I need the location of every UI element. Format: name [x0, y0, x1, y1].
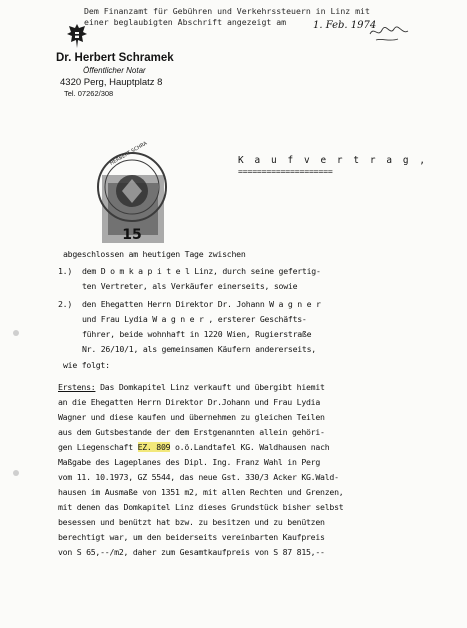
finanzamt-stamp-line1: Dem Finanzamt für Gebühren und Verkehrssteuern in Linz mit — [84, 6, 370, 16]
erstens-line: Maßgabe des Lageplanes des Dipl. Ing. Franz Wahl in Perg — [58, 457, 321, 467]
erstens-line: vom 11. 10.1973, GZ 5544, das neue Gst. 330/3 Acker KG.Wald- — [58, 472, 339, 482]
finanzamt-stamp-line2: einer beglaubigten Abschrift angezeigt am — [84, 17, 287, 27]
handwritten-signature-icon — [368, 20, 416, 44]
party1-line: dem D o m k a p i t e l Linz, durch seine gefertig- — [82, 266, 321, 276]
contract-title: K a u f v e r t r a g , — [238, 155, 428, 166]
erstens-line: berechtigt war, um den beiderseits vereinbarten Kaufpreis — [58, 532, 325, 542]
party2-line: den Ehegatten Herrn Direktor Dr. Johann W a g n e r — [82, 299, 321, 309]
ez-line-post: o.ö.Landtafel KG. Waldhausen nach — [170, 442, 330, 452]
party2-line: Nr. 26/10/1, als gemeinsamen Käufern andererseits, — [82, 344, 316, 354]
stamp-date: 1. Feb. 1974 — [313, 20, 377, 31]
title-underline-rule: ==================== — [238, 166, 333, 176]
party1-line: ten Vertreter, als Verkäufer einerseits, sowie — [82, 281, 298, 291]
party2-line: und Frau Lydia W a g n e r , ersterer Geschäfts- — [82, 314, 307, 324]
erstens-first-line — [58, 382, 325, 392]
erstens-line: besessen und benützt hat bzw. zu besitzen und zu benützen — [58, 517, 325, 527]
notary-address: 4320 Perg, Hauptplatz 8 — [60, 77, 163, 88]
erstens-line: aus dem Gutsbestande der dem Erstgenannten allein gehöri- — [58, 427, 325, 437]
ez-line-pre: gen Liegenschaft — [58, 442, 138, 452]
punch-hole — [13, 470, 19, 476]
erstens-line: von S 65,--/m2, daher zum Gesamtkaufpreis von S 87 815,-- — [58, 547, 325, 557]
intro-text: abgeschlossen am heutigen Tage zwischen — [63, 249, 246, 259]
erstens-ez-line — [58, 442, 329, 452]
erstens-line: Wagner und diese kaufen und übernehmen zu gleichen Teilen — [58, 412, 325, 422]
party2-line: führer, beide wohnhaft in 1220 Wien, Rugierstraße — [82, 329, 312, 339]
notary-phone: Tel. 07262/308 — [64, 89, 114, 98]
notary-title: Öffentlicher Notar — [83, 66, 146, 75]
erstens-line: an die Ehegatten Herrn Direktor Dr.Johann und Frau Lydia — [58, 397, 321, 407]
eagle-coat-of-arms-icon — [66, 22, 88, 50]
party2-number: 2.) — [58, 299, 73, 309]
outro-text: wie folgt: — [63, 360, 110, 370]
notary-name: Dr. Herbert Schramek — [56, 52, 174, 64]
erstens-first-line-text: Das Domkapitel Linz verkauft und übergibt hiemit — [95, 382, 325, 392]
ez-highlight: EZ. 809 — [137, 442, 171, 452]
erstens-line: mit denen das Domkapitel Linz dieses Grundstück bisher selbst — [58, 502, 344, 512]
erstens-label: Erstens: — [58, 382, 96, 392]
party1-number: 1.) — [58, 266, 73, 276]
erstens-line: hausen im Ausmaße von 1351 m2, mit allen Rechten und Grenzen, — [58, 487, 344, 497]
punch-hole — [13, 330, 19, 336]
notary-seal-icon — [82, 135, 182, 245]
svg-text:HERBERT SCHRA: HERBERT SCHRA — [109, 140, 149, 167]
svg-text:15: 15 — [122, 227, 142, 243]
